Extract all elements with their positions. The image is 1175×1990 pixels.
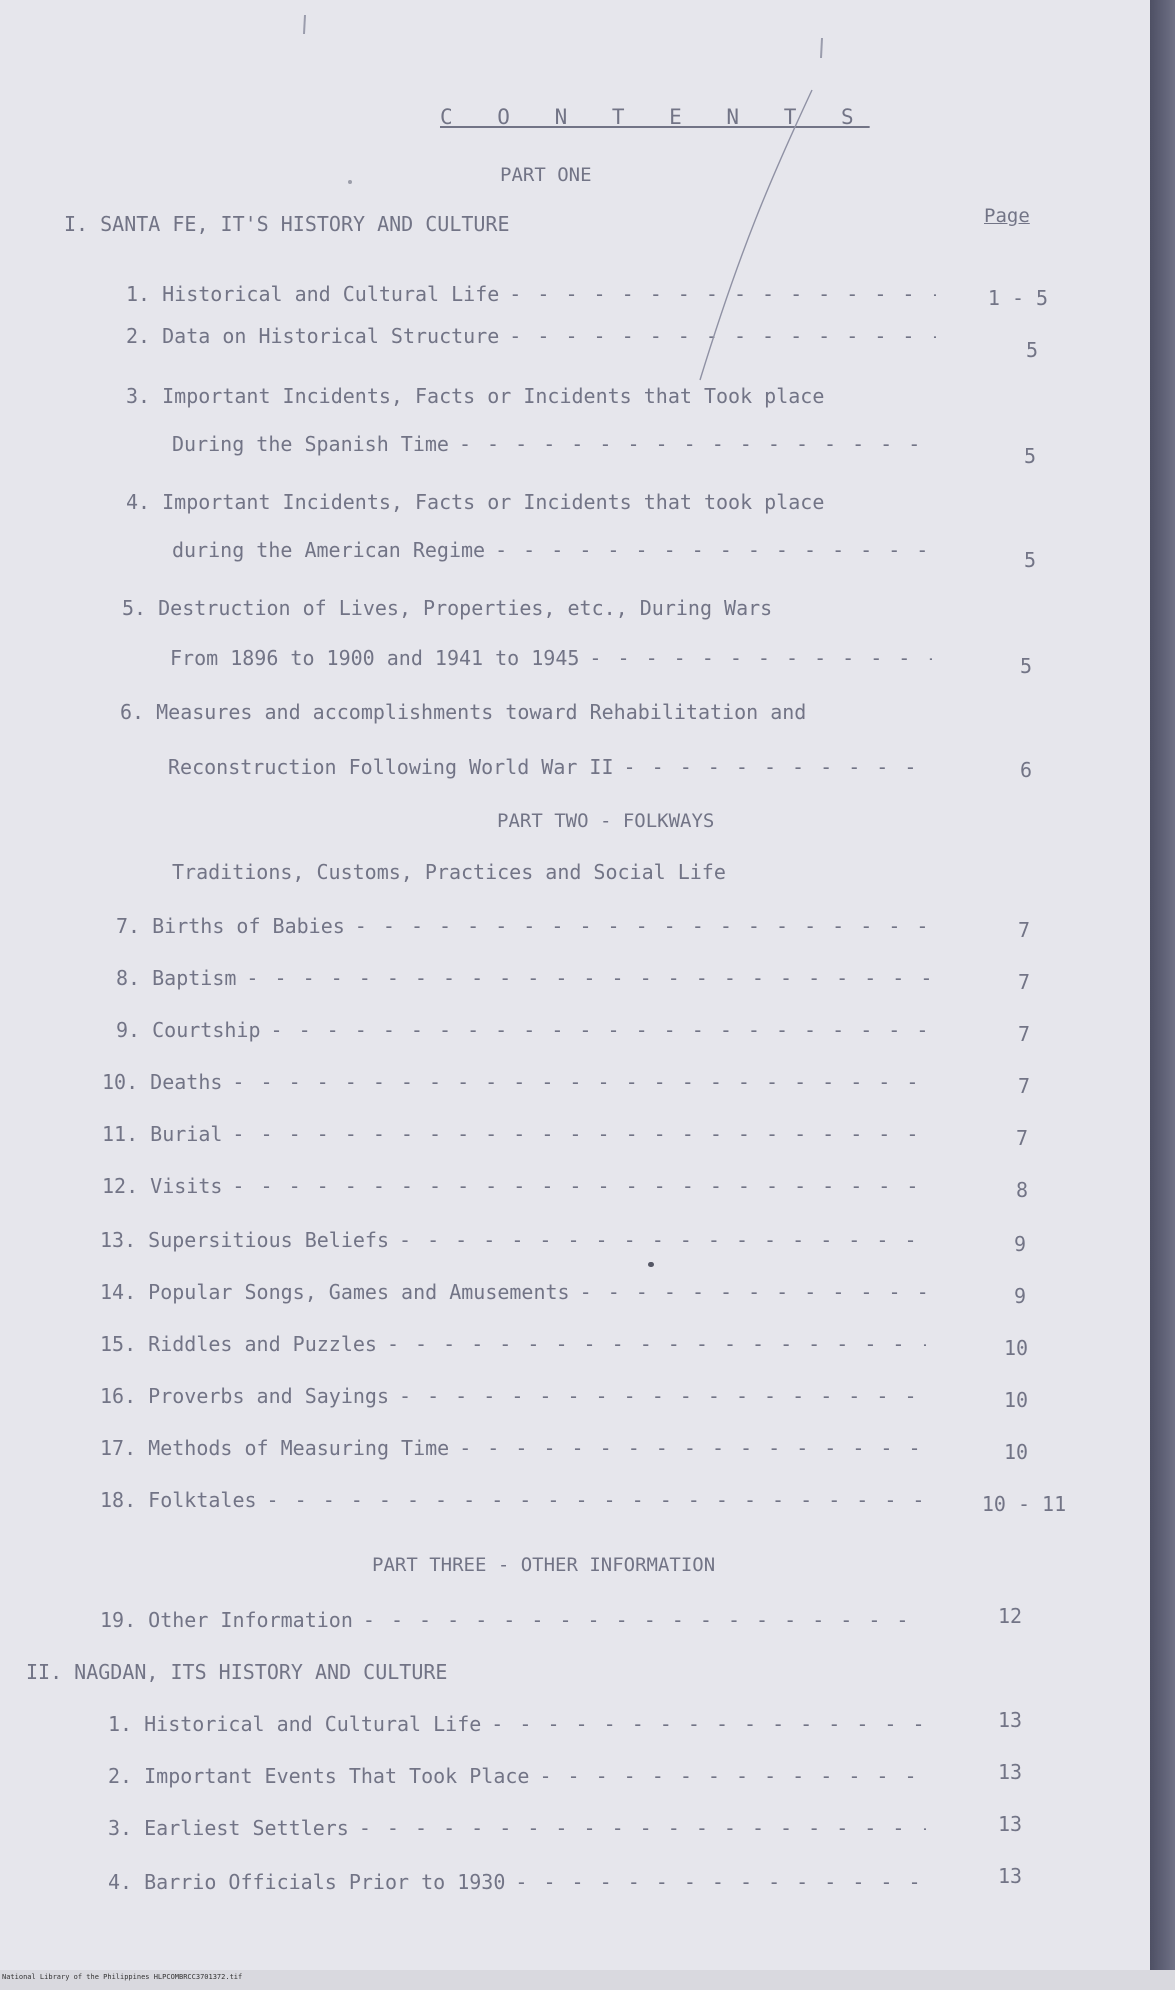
page-column-header: Page [984,205,1030,227]
toc-entry-page: 10 [1003,1440,1029,1464]
toc-entry-page: 7 [1015,1126,1029,1150]
ink-dot [648,1262,654,1267]
toc-entry-page: 7 [1017,918,1031,942]
toc-entry-label: 14. Popular Songs, Games and Amusements [100,1280,570,1304]
toc-entry-page: 9 [1013,1232,1027,1256]
toc-entry-page: 1 - 5 [987,286,1049,310]
toc-entry-page: 10 [1003,1336,1029,1360]
toc-entry-label: 3. Earliest Settlers [108,1816,349,1840]
toc-entry-label: 18. Folktales [100,1488,257,1512]
toc-entry-label: 9. Courtship [116,1018,261,1042]
toc-entry-page: 5 [1023,548,1037,572]
toc-entry-page: 6 [1019,758,1033,782]
toc-entry-label: 13. Supersitious Beliefs [100,1228,389,1252]
toc-entry-page: 13 [997,1760,1023,1784]
toc-entry-label: 10. Deaths [102,1070,223,1094]
toc-entry-label: 17. Methods of Measuring Time [100,1436,450,1460]
page-title: C O N T E N T S [440,105,870,129]
scan-footer-text: National Library of the Philippines HLPCOMBRCC3701372.tif [2,1973,243,1981]
toc-entry-label: 19. Other Information [100,1608,353,1632]
toc-entry-page: 13 [997,1812,1023,1836]
toc-entry-page: 12 [997,1604,1023,1628]
toc-entry-page: 7 [1017,1074,1031,1098]
section-heading-nagdan: II. NAGDAN, ITS HISTORY AND CULTURE [26,1660,448,1684]
toc-entry-cont-label: Reconstruction Following World War II [168,755,614,779]
toc-entry-label: 15. Riddles and Puzzles [100,1332,377,1356]
toc-entry-label: 2. Important Events That Took Place [108,1764,530,1788]
toc-entry-label: 12. Visits [102,1174,223,1198]
toc-entry-page: 13 [997,1708,1023,1732]
ink-dot [348,180,352,184]
toc-entry-label: 4. Barrio Officials Prior to 1930 [108,1870,506,1894]
toc-entry-page: 5 [1023,444,1037,468]
toc-entry-label: 3. Important Incidents, Facts or Incidents that Took place [126,384,825,408]
toc-entry-label: 1. Historical and Cultural Life [126,282,500,306]
section-heading-santa-fe: I. SANTA FE, IT'S HISTORY AND CULTURE [64,212,510,236]
part-three-heading: PART THREE - OTHER INFORMATION [372,1554,716,1576]
toc-entry-cont-label: From 1896 to 1900 and 1941 to 1945 [170,646,580,670]
part-one-heading: PART ONE [500,164,592,186]
toc-entry-page: 7 [1017,970,1031,994]
toc-entry-label: 2. Data on Historical Structure [126,324,500,348]
toc-entry-label: 5. Destruction of Lives, Properties, etc., During Wars [122,596,773,620]
toc-entry-cont-label: during the American Regime [172,538,486,562]
toc-entry-page: 13 [997,1864,1023,1888]
toc-entry-page: 5 [1025,338,1039,362]
toc-entry-label: 11. Burial [102,1122,223,1146]
toc-entry-cont-label: During the Spanish Time [172,432,449,456]
toc-entry-label: 1. Historical and Cultural Life [108,1712,482,1736]
toc-entry-page: 5 [1019,654,1033,678]
part-two-heading: PART TWO - FOLKWAYS [497,810,715,832]
toc-entry-label: 8. Baptism [116,966,237,990]
toc-entry-label: 4. Important Incidents, Facts or Incidents that took place [126,490,825,514]
toc-entry-label: 16. Proverbs and Sayings [100,1384,389,1408]
page-edge-shadow [1150,0,1175,1990]
toc-entry-page: 10 - 11 [981,1492,1067,1516]
toc-entry-label: 6. Measures and accomplishments toward Rehabilitation and [120,700,807,724]
part-two-subheading: Traditions, Customs, Practices and Social Life [172,860,726,884]
toc-entry-page: 9 [1013,1284,1027,1308]
toc-entry-page: 7 [1017,1022,1031,1046]
toc-entry-page: 10 [1003,1388,1029,1412]
toc-entry-page: 8 [1015,1178,1029,1202]
toc-entry-label: 7. Births of Babies [116,914,345,938]
